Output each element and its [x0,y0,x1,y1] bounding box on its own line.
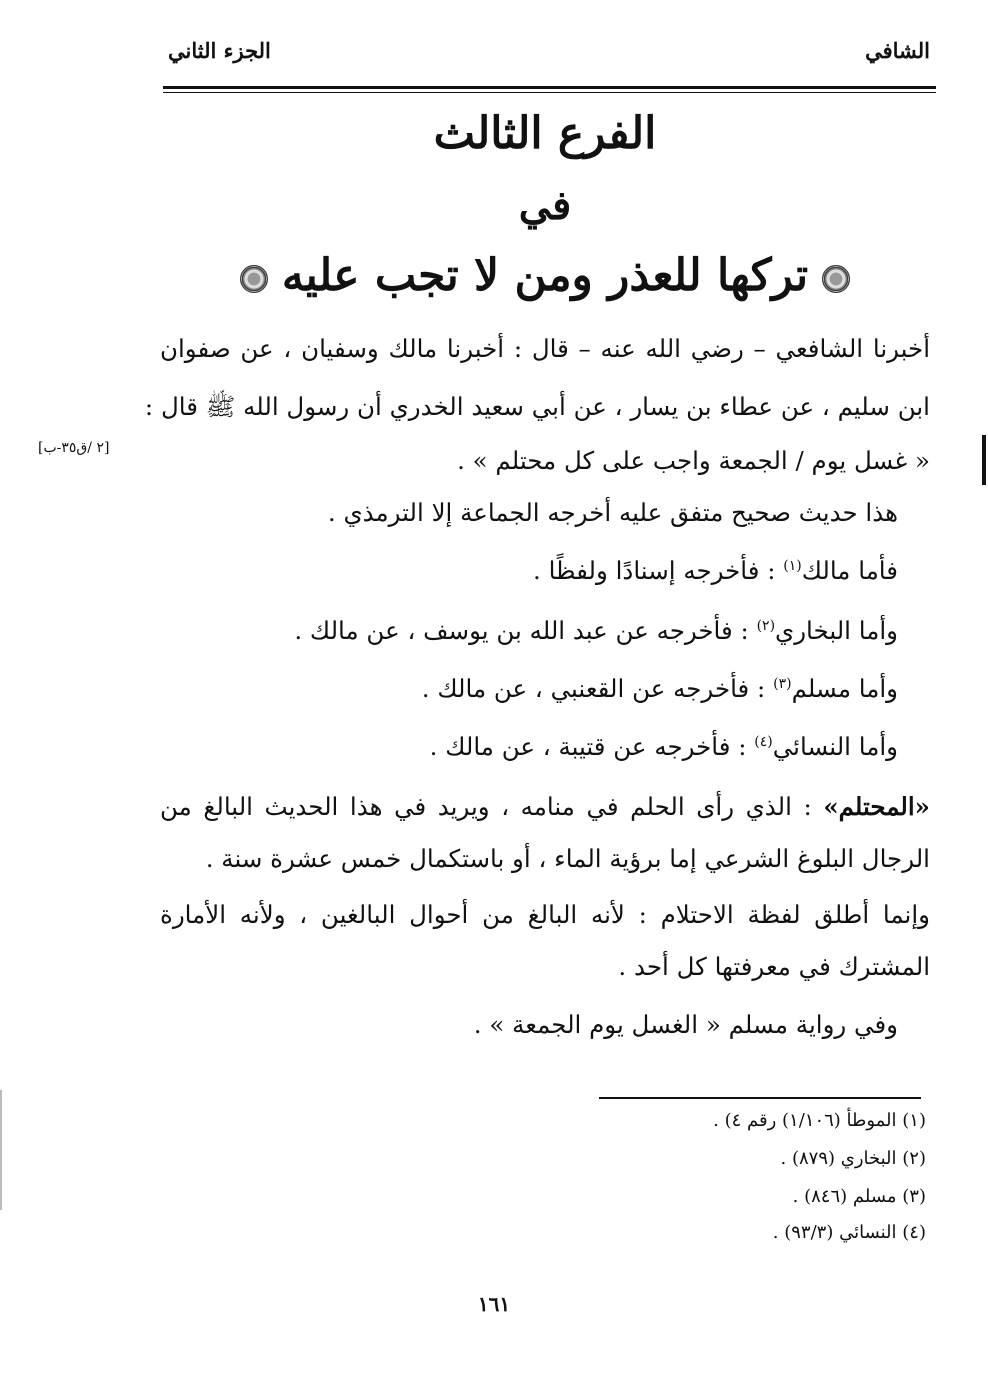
text-run: فأما مالك [801,556,898,585]
scan-edge-mark [0,1090,2,1210]
paragraph-line: أخبرنا الشافعي – رضي الله عنه – قال : أخبرنا مالك وسفيان ، عن صفوان [160,334,930,363]
footnote-ref: (٣) [773,675,792,692]
text-run: وأما النسائي [772,732,898,761]
margin-bar [982,435,986,485]
paragraph-line [294,616,898,645]
running-header-volume: الجزء الثاني [168,38,271,63]
paragraph-line: هذا حديث صحيح متفق عليه أخرجه الجماعة إلا الترمذي . [327,498,898,527]
text-run: : فأخرجه عن القعنبي ، عن مالك . [421,674,774,703]
footnote-ref: (٢) [756,617,776,634]
running-header-book-title: الشافي [865,38,930,63]
footnote: (١) الموطأ (١/١٠٦) رقم ٤) . [713,1110,926,1131]
footnote: (٣) مسلم (٨٤٦) . [792,1186,926,1207]
text-run: : فأخرجه عن عبد الله بن يوسف ، عن مالك . [294,616,757,645]
header-rule-thick [163,86,936,89]
text-run: : فأخرجه عن قتيبة ، عن مالك . [429,732,755,761]
paragraph-line: « غسل يوم / الجمعة واجب على كل محتلم » . [457,446,930,475]
section-subtitle [160,250,930,301]
section-title: الفرع الثالث [433,108,657,159]
text-run: وأما البخاري [775,616,898,645]
defined-term: «المحتلم» [823,792,930,821]
paragraph-line: وفي رواية مسلم « الغسل يوم الجمعة » . [473,1010,898,1039]
paragraph-line: ابن سليم ، عن عطاء بن يسار ، عن أبي سعيد الخدري أن رسول الله ﷺ قال : [144,392,930,421]
footnote-ref: (١) [783,557,802,574]
paragraph-line [430,732,898,761]
page-number: ١٦١ [477,1292,511,1316]
paragraph-line: المشترك في معرفتها كل أحد . [618,952,930,981]
footnote-rule [599,1097,921,1099]
manuscript-margin-note: [٢ /ق٣٥-ب] [38,440,110,456]
ornament-icon [822,265,850,293]
footnote: (٤) النسائي (٩٣/٣) . [772,1222,926,1243]
header-rule-thin [163,92,936,93]
paragraph-line: وإنما أطلق لفظة الاحتلام : لأنه البالغ من أحوال البالغين ، ولأنه الأمارة [160,900,930,929]
ornament-icon [240,265,268,293]
section-title-connector: في [518,182,572,229]
text-run: : فأخرجه إسنادًا ولفظًا . [533,556,784,585]
paragraph-line [160,792,930,821]
paragraph-line [422,674,898,703]
text-run: وأما مسلم [791,674,898,703]
paragraph-line: الرجال البلوغ الشرعي إما برؤية الماء ، أو باستكمال خمس عشرة سنة . [205,844,930,873]
paragraph-line [533,556,898,585]
section-subtitle-text: تركها للعذر ومن لا تجب عليه [281,250,809,301]
footnote-ref: (٤) [754,733,773,750]
text-run: : الذي رأى الحلم في منامه ، ويريد في هذا الحديث البالغ من [160,792,824,821]
footnote: (٢) البخاري (٨٧٩) . [780,1148,926,1169]
